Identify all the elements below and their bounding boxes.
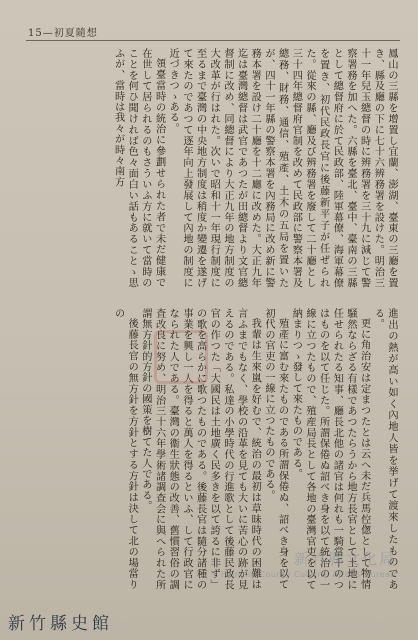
paragraph: 殖產に富む來たものである所謂保倦ぬ、詔べき身を以て初代の官吏の一線に立つたものである。: [262, 308, 288, 590]
paragraph: 鳳山の三縣を增置し宜蘭、澎湖、臺東の三廳を置き、縣及廳の下に七十六辨務署を設けた。明治三十一年兒玉總督の時に辨務署を三十九に減じて警察署務を加へた。六縣を臺北、臺中、臺南の三縣として總督府に於て民政部、陸軍幕僚、海軍幕僚を置き、初代民政長官に後藤新平子が任ぜられた。從來の縣、廳及び辨務署を廢して二十廳とし三十四年總督府官制を改めて民政部に警察本署及總務、財務、通信、殖產、土木の五局を置いたが、四十一年縣の警察本署を內務局に改め新に警務本署を設け二十廳を十二廳に改めた。大正九年迄は臺灣總督は武官であつたが田總督より文官總督制に改め、同總督により大正九年の地方制度の大改革が行はれた。次いで昭和十一年現行制度に至るまで臺灣の中央地方制度は稍度か變遷を遂げて來たのであつて逐年向上發展して內地の制度に近づきつゝある。: [167, 48, 397, 288]
library-mark: 新竹縣史館: [8, 614, 113, 634]
upper-text-column: [24, 48, 398, 288]
watermark: [221, 550, 396, 580]
watermark-en: Hsinchu County Cultural Affairs Bureau: [220, 569, 396, 579]
paragraph: 進出の熱が高い如く內地人皆を挙げて渡來したものである。: [372, 308, 397, 590]
paragraph: 領臺當時の統治に參劃せられた者で未だ健康で在世して居られるのもさういふ方に就いて當時のことを何ひ聞ければ色々面白い話もあることゝ思ふが、當時は我々が時々南方: [112, 48, 165, 288]
paragraph: 後藤長官の無方針を方針とする方針は決して北の場當りの: [112, 308, 138, 590]
faint-seal-stamp: [154, 330, 208, 384]
page-header: 15—初夏隨想: [28, 28, 98, 39]
watermark-cn: 新竹縣文化局: [293, 550, 396, 569]
paragraph: 更に角治安は定まつたとは云へ未だ兵馬倥偬として物情騒然ならざる有樣であつたらうから地方長官として土地に任せられたる知事、廳長北他の諸官は何れも一騎當千のつはものを以て任じた。所謂保倦ぬ詔べき身を以て統治の一線に立つたもので、殖産局長として各地の臺灣官吏を以て納まりつゝ發して來たものである。: [290, 308, 370, 590]
header-rule: [26, 40, 400, 41]
lower-text-column: [24, 308, 398, 590]
paragraph: 我輩は生來嵐を好むで、統治の最初は草昧時代の困難は言ふまでもなく、學校の沿革を見ても大いに苦心の跡が見えるのである。私達の小學時代の行進歌として後藤民政長官の作つた「大國民は土地廣く民多きを以て誇るに非ず」の歌を高らかに歌つたものである。後藤長官は隨分諸種の事業を興し一人を得ると萬人を得るといふ、して行政官になられた人である。臺灣の衞生狀態の改善、舊慣習俗の調査改良に努め、明治三十六年學術諸調查会に與へられた所謂無方針的方針の國策を樹てた人である。: [139, 308, 261, 590]
